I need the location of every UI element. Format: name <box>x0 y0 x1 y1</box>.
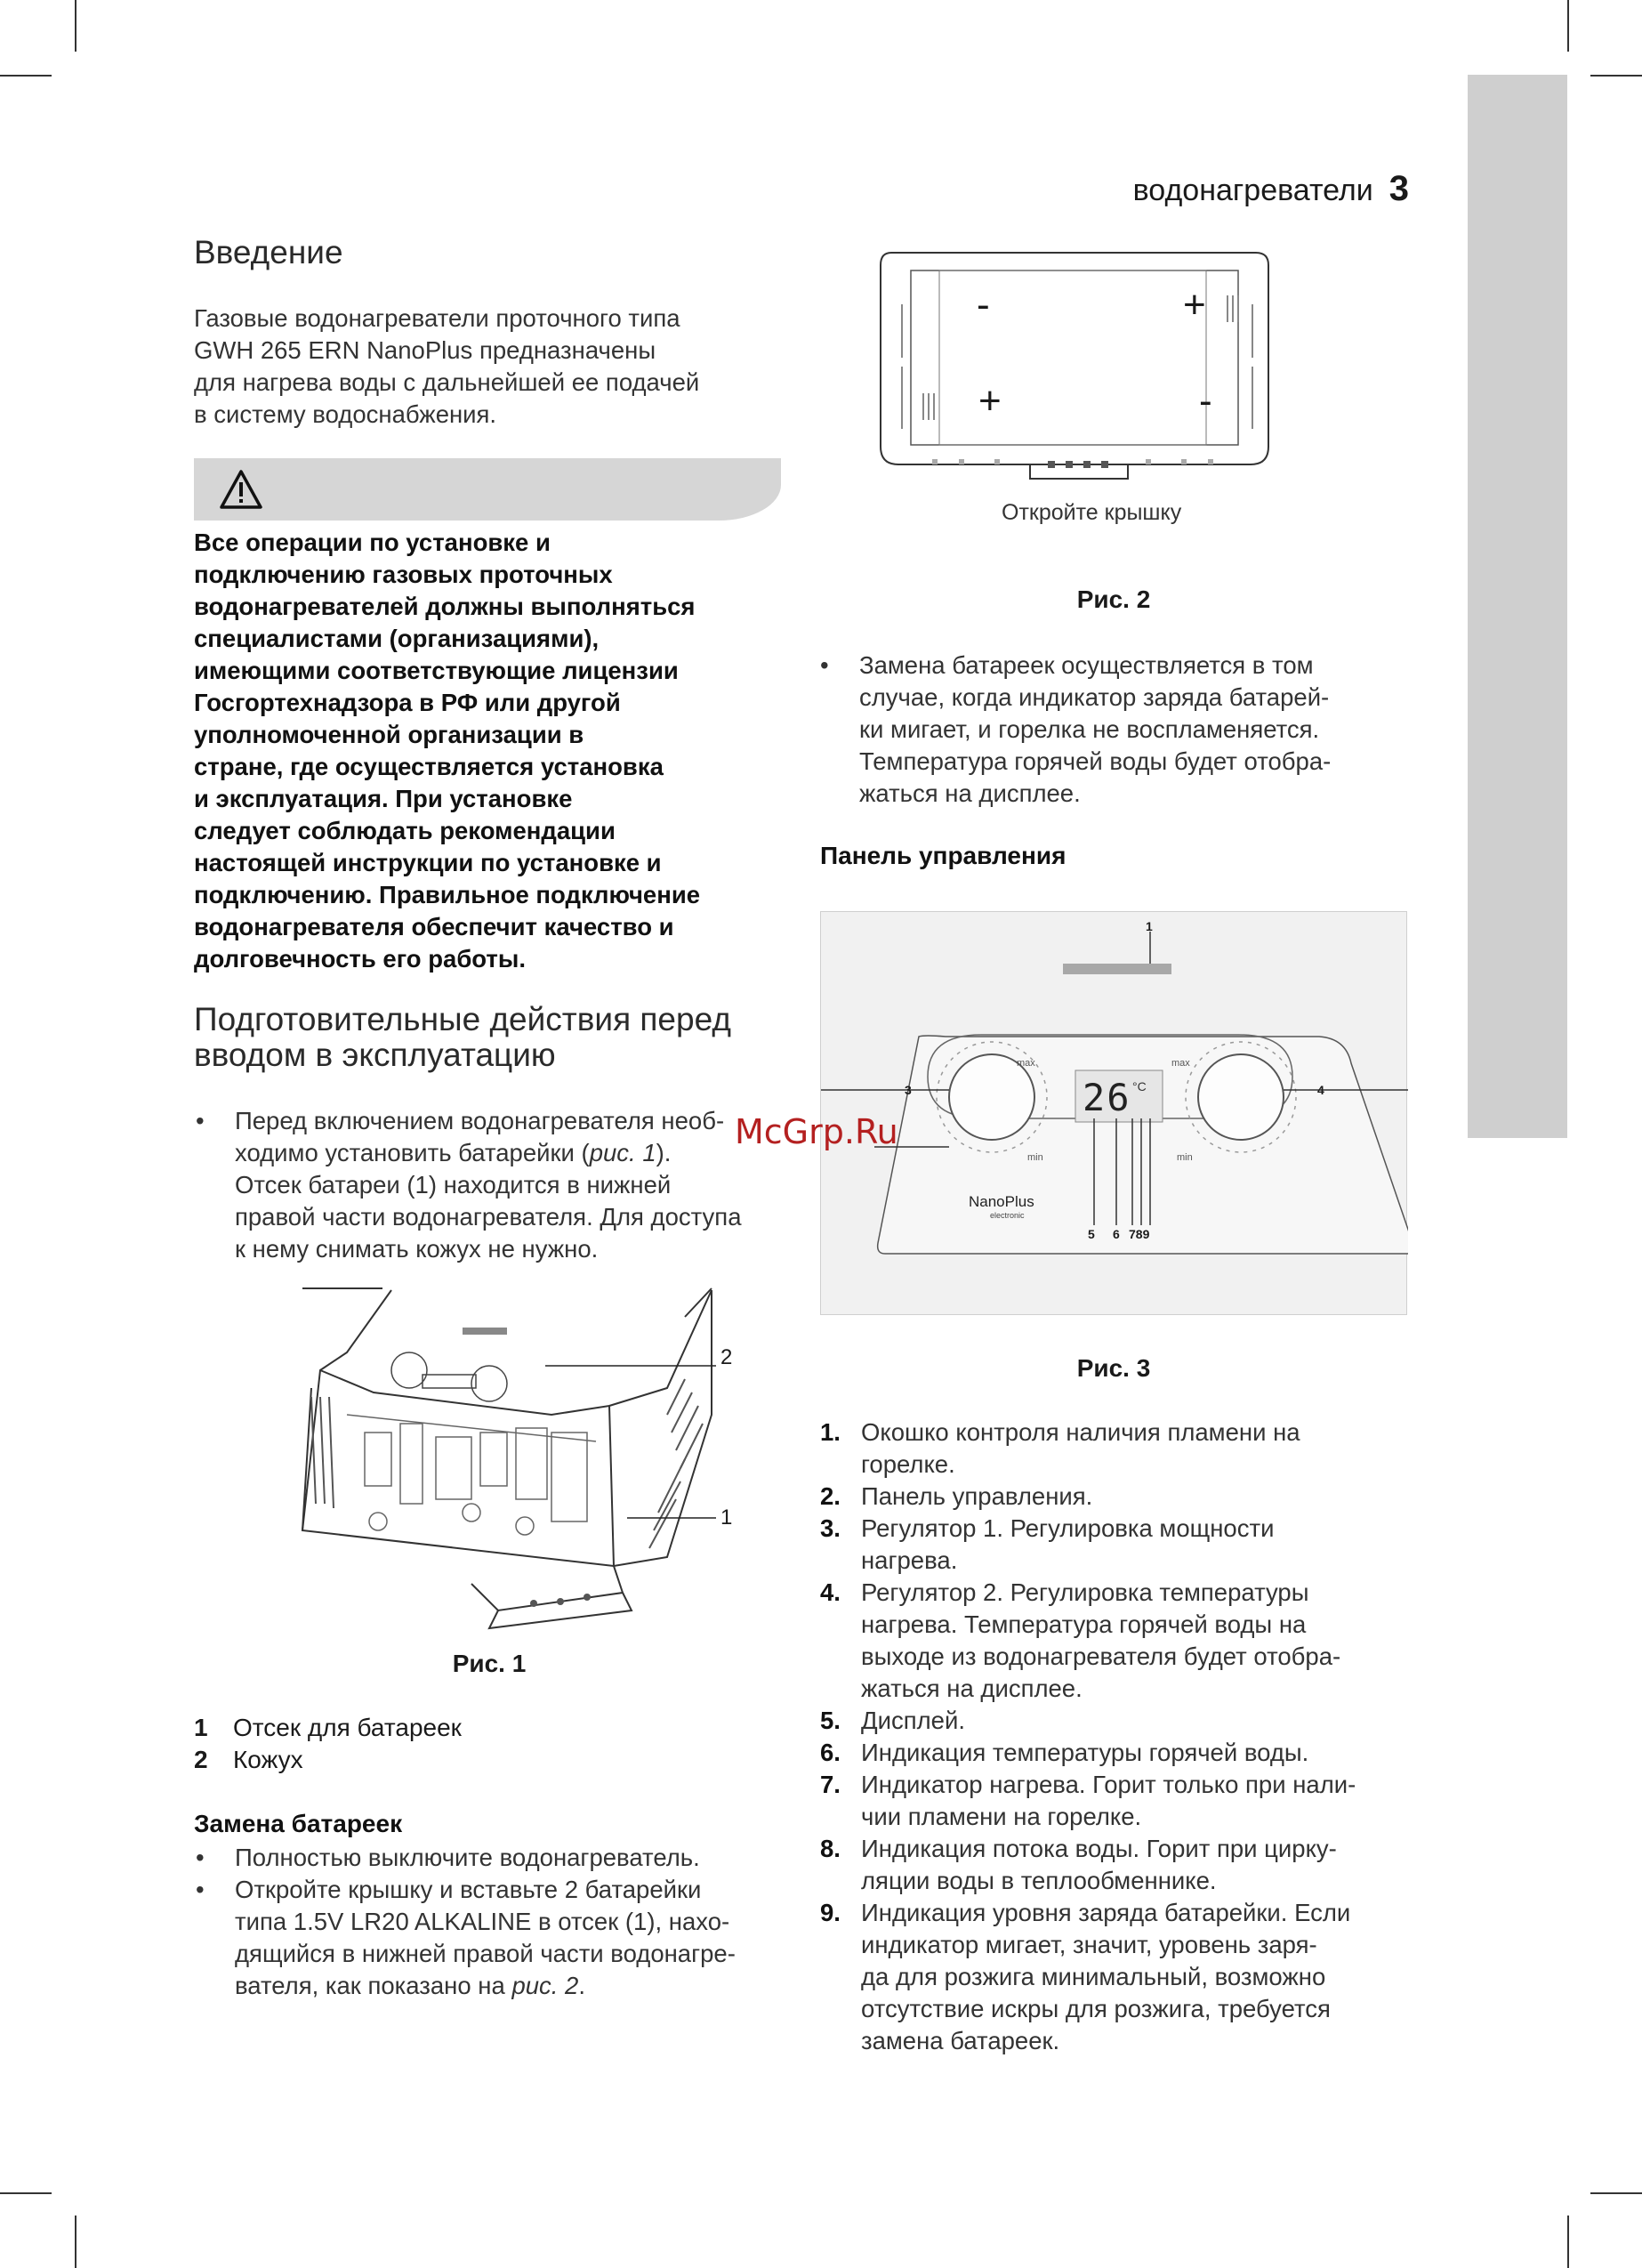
legend-number: 1 <box>194 1714 208 1741</box>
text-line: жаться на дисплее. <box>861 1675 1083 1702</box>
list-number: 9. <box>820 1899 841 1926</box>
figure-reference: рис. 2 <box>511 1972 579 1999</box>
text-line: горелке. <box>861 1450 955 1478</box>
text-line: Индикация температуры горячей воды. <box>861 1739 1309 1766</box>
battery-bullet-2 <box>196 1874 804 2002</box>
crop-mark <box>0 75 52 77</box>
text-line: имеющими соответствующие лицензии <box>194 657 679 684</box>
text-span: ходимо установить батарейки ( <box>235 1139 590 1166</box>
crop-mark <box>75 2216 76 2268</box>
text-line: чии пламени на горелке. <box>861 1803 1142 1830</box>
crop-mark <box>1567 0 1569 52</box>
panel-callout-6: 6 <box>1113 1227 1120 1241</box>
panel-callout-4: 4 <box>1317 1083 1324 1097</box>
text-line: GWH 265 ERN NanoPlus предназначены <box>194 336 656 364</box>
list-number: 1. <box>820 1418 841 1446</box>
fig3-caption: Рис. 3 <box>1076 1354 1151 1382</box>
bullet-dot: • <box>196 1844 205 1871</box>
text-line: Замена батареек осуществляется в том <box>859 651 1314 679</box>
fig1-caption: Рис. 1 <box>452 1650 527 1677</box>
text-line: дящийся в нижней правой части водонагре- <box>235 1940 736 1967</box>
panel-brand-sub: electronic <box>990 1211 1025 1220</box>
text-line: и эксплуатация. При установке <box>194 785 573 812</box>
battery-bullet-1 <box>196 1842 804 1874</box>
text-line: типа 1.5V LR20 ALKALINE в отсек (1), нахо- <box>235 1908 730 1935</box>
crop-mark <box>1567 2216 1569 2268</box>
panel-callout-3: 3 <box>905 1083 912 1097</box>
list-item <box>820 1513 1425 1577</box>
text-line: ляции воды в теплообменнике. <box>861 1867 1217 1894</box>
text-span: вателя, как показано на <box>235 1972 512 1999</box>
text-span: . <box>578 1972 585 1999</box>
text-line: настоящей инструкции по установке и <box>194 849 662 876</box>
text-line: водонагревателей должны выполняться <box>194 593 696 620</box>
text-line: подключению. Правильное подключение <box>194 881 701 908</box>
text-line: ки мигает, и горелка не воспламеняется. <box>859 715 1320 743</box>
fig1-legend <box>194 1712 462 1776</box>
intro-paragraph <box>194 303 781 431</box>
prep-bullet <box>196 1105 795 1265</box>
list-item <box>820 1897 1425 2057</box>
text-line: уполномоченной организации в <box>194 721 584 748</box>
text-line: да для розжига минимальный, возможно <box>861 1963 1326 1990</box>
bullet-dot: • <box>820 651 829 679</box>
text-line: правой части водонагревателя. Для доступа <box>235 1203 742 1231</box>
panel-legend-list <box>820 1416 1425 2057</box>
panel-display-unit: °C <box>1132 1079 1147 1094</box>
text-line: Индикация уровня заряда батарейки. Если <box>861 1899 1351 1926</box>
text-line: выходе из водонагревателя будет отобра- <box>861 1642 1341 1670</box>
title-line: Подготовительные действия перед <box>194 1001 731 1037</box>
legend-text: Отсек для батареек <box>233 1714 462 1741</box>
panel-title: Панель управления <box>820 842 1066 869</box>
right-knob-min-label: min <box>1177 1152 1193 1163</box>
title-line: вводом в эксплуатацию <box>194 1037 556 1073</box>
panel-callout-789: 789 <box>1129 1227 1150 1241</box>
left-knob-max-label: max <box>1017 1058 1035 1069</box>
text-line: Индикатор нагрева. Горит только при нали- <box>861 1771 1356 1798</box>
text-line: Отсек батареи (1) находится в нижней <box>235 1171 672 1199</box>
text-line: Откройте крышку и вставьте 2 батарейки <box>235 1876 702 1903</box>
running-header <box>1133 169 1409 209</box>
list-number: 3. <box>820 1514 841 1542</box>
text-line: водонагревателя обеспечит качество и <box>194 913 674 940</box>
list-number: 6. <box>820 1739 841 1766</box>
replace-bullet <box>820 650 1437 810</box>
text-line: Дисплей. <box>861 1707 965 1734</box>
crop-mark <box>1590 2192 1642 2194</box>
crop-mark <box>0 2192 52 2194</box>
text-line: отсутствие искры для розжига, требуется <box>861 1995 1331 2022</box>
text-line: Госгортехнадзора в РФ или другой <box>194 689 621 716</box>
bullet-dot: • <box>196 1107 205 1134</box>
list-item <box>820 1416 1425 1481</box>
text-line: к нему снимать кожух не нужно. <box>235 1235 599 1263</box>
crop-mark <box>1590 75 1642 77</box>
list-item <box>820 1833 1425 1897</box>
warning-text <box>194 527 781 975</box>
text-line: подключению газовых проточных <box>194 561 613 588</box>
figure-reference: рис. 1 <box>589 1139 656 1166</box>
text-line: Полностью выключите водонагреватель. <box>235 1844 700 1871</box>
list-number: 5. <box>820 1707 841 1734</box>
page-number: 3 <box>1388 169 1409 208</box>
prep-title <box>194 1002 731 1073</box>
text-line: Окошко контроля наличия пламени на <box>861 1418 1300 1446</box>
battery-minus-sign: - <box>1199 379 1212 423</box>
battery-plus-sign: + <box>1183 283 1206 327</box>
text-line: Индикация потока воды. Горит при цирку- <box>861 1835 1337 1862</box>
text-line: случае, когда индикатор заряда батарей- <box>859 683 1330 711</box>
battery-minus-sign: - <box>977 283 990 327</box>
legend-number: 2 <box>194 1746 208 1773</box>
text-line <box>235 1970 804 2002</box>
crop-mark <box>75 0 76 52</box>
fig2-label: Откройте крышку <box>1002 500 1182 525</box>
text-line: долговечность его работы. <box>194 945 527 973</box>
text-line: Перед включением водонагревателя необ- <box>235 1107 725 1134</box>
warning-icon <box>219 469 263 510</box>
text-line: Газовые водонагреватели проточного типа <box>194 304 680 332</box>
text-line: для нагрева воды с дальнейшей ее подачей <box>194 368 700 396</box>
text-line: нагрева. <box>861 1546 958 1574</box>
bullet-dot: • <box>196 1876 205 1903</box>
text-span: ). <box>656 1139 672 1166</box>
legend-item <box>194 1744 462 1776</box>
list-number: 2. <box>820 1482 841 1510</box>
watermark: McGrp.Ru <box>735 1112 898 1151</box>
text-line: специалистами (организациями), <box>194 625 600 652</box>
text-line: следует соблюдать рекомендации <box>194 817 616 844</box>
text-line: индикатор мигает, значит, уровень заря- <box>861 1931 1317 1958</box>
list-item <box>820 1481 1425 1513</box>
battery-title: Замена батареек <box>194 1810 403 1837</box>
header-section: водонагреватели <box>1132 174 1373 207</box>
battery-plus-sign: + <box>978 379 1002 423</box>
list-item <box>820 1705 1425 1737</box>
text-line: Все операции по установке и <box>194 529 551 556</box>
panel-callout-5: 5 <box>1088 1227 1095 1241</box>
panel-brand: NanoPlus <box>969 1193 1034 1210</box>
figure-1-water-heater <box>294 1281 756 1637</box>
text-line: Регулятор 1. Регулировка мощности <box>861 1514 1275 1542</box>
legend-item <box>194 1712 462 1744</box>
chapter-tab <box>1468 75 1567 1138</box>
list-number: 7. <box>820 1771 841 1798</box>
text-line <box>235 1137 795 1169</box>
list-item <box>820 1769 1425 1833</box>
text-line: замена батареек. <box>861 2027 1060 2054</box>
panel-callout-1: 1 <box>1146 919 1153 933</box>
text-line: Регулятор 2. Регулировка температуры <box>861 1578 1309 1606</box>
figure-2-battery-compartment <box>879 251 1270 482</box>
list-item <box>820 1737 1425 1769</box>
text-line: нагрева. Температура горячей воды на <box>861 1610 1307 1638</box>
list-number: 8. <box>820 1835 841 1862</box>
warning-banner <box>194 458 781 521</box>
text-line: в систему водоснабжения. <box>194 400 497 428</box>
right-knob-max-label: max <box>1171 1058 1190 1069</box>
list-item <box>820 1577 1425 1705</box>
fig1-callout-1: 1 <box>720 1505 733 1529</box>
text-line: Панель управления. <box>861 1482 1093 1510</box>
text-line: стране, где осуществляется установка <box>194 753 664 780</box>
figure-3-control-panel <box>820 911 1407 1315</box>
text-line: жаться на дисплее. <box>859 779 1081 807</box>
fig2-caption: Рис. 2 <box>1076 585 1151 613</box>
text-line: Температура горячей воды будет отобра- <box>859 747 1332 775</box>
fig1-callout-2: 2 <box>720 1345 733 1369</box>
panel-display-value: 26 <box>1083 1076 1131 1119</box>
list-number: 4. <box>820 1578 841 1606</box>
left-knob-min-label: min <box>1027 1152 1043 1163</box>
intro-title: Введение <box>194 234 343 270</box>
legend-text: Кожух <box>233 1746 303 1773</box>
